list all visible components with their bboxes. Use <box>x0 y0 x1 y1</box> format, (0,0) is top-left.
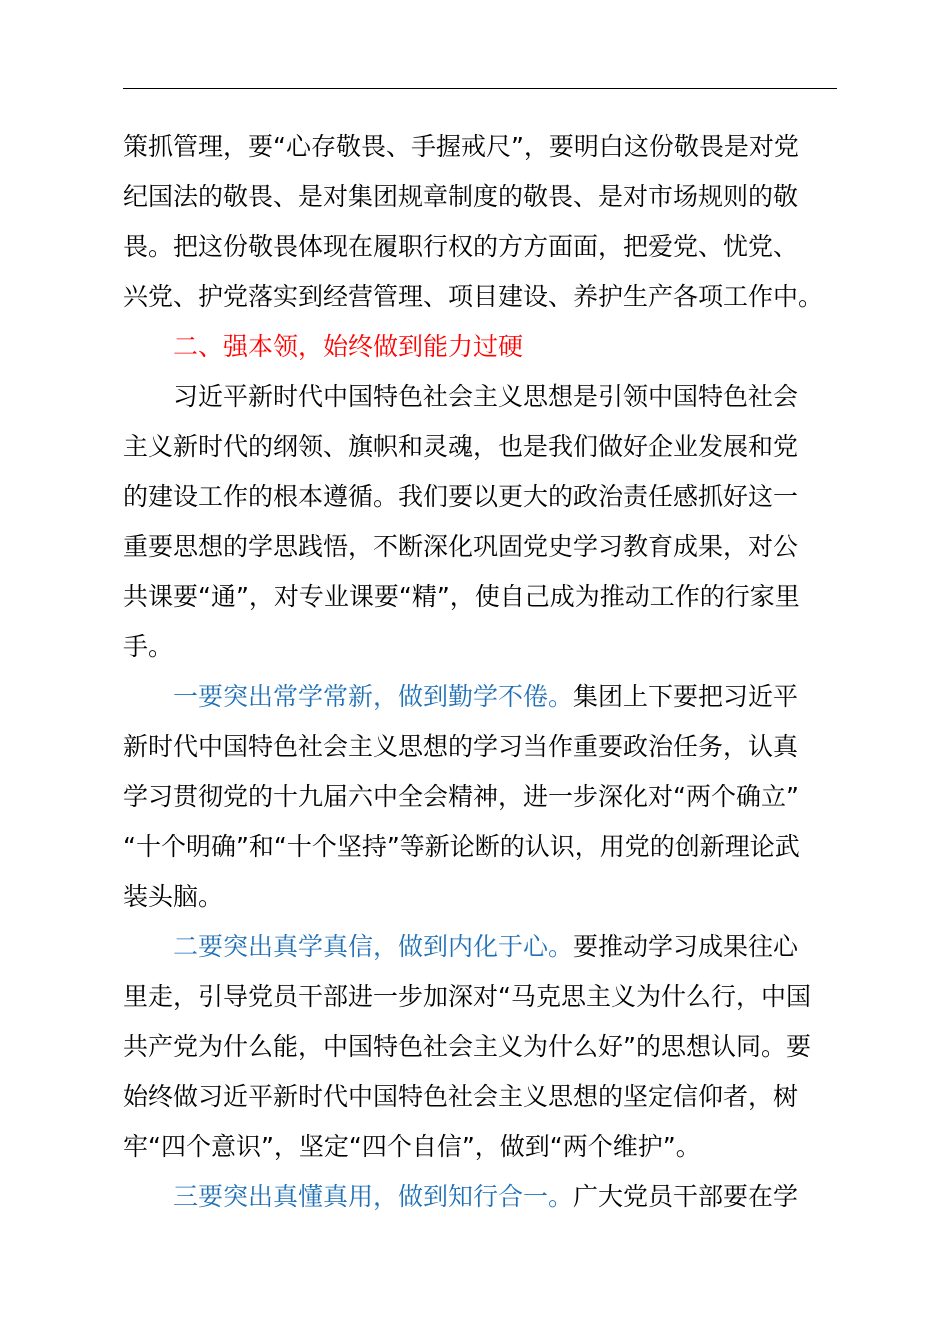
text-line <box>123 777 837 817</box>
subheading-text: 三要突出真懂真用，做到知行合一。 <box>123 1182 574 1211</box>
text-line <box>123 1177 837 1217</box>
text-segment: 共产党为什么能，中国特色社会主义为什么好”的思想认同。要 <box>123 1032 811 1061</box>
text-line <box>123 377 837 417</box>
text-line <box>123 927 837 967</box>
text-line <box>123 527 837 567</box>
text-line <box>123 627 837 667</box>
text-line <box>123 227 837 267</box>
heading-text: 二、强本领，始终做到能力过硬 <box>123 332 524 361</box>
text-line <box>123 127 837 167</box>
text-line <box>123 177 837 217</box>
text-line <box>123 877 837 917</box>
text-segment: “十个明确”和“十个坚持”等新论断的认识，用党的创新理论武 <box>123 832 800 861</box>
text-line <box>123 727 837 767</box>
text-segment: 装头脑。 <box>123 882 224 911</box>
text-segment: 习近平新时代中国特色社会主义思想是引领中国特色社会 <box>123 382 799 411</box>
text-segment: 新时代中国特色社会主义思想的学习当作重要政治任务，认真 <box>123 732 799 761</box>
text-line <box>123 577 837 617</box>
text-segment: 广大党员干部要在学 <box>573 1182 799 1211</box>
section-heading <box>123 327 837 367</box>
text-line <box>123 1077 837 1117</box>
text-segment: 主义新时代的纲领、旗帜和灵魂，也是我们做好企业发展和党 <box>123 432 799 461</box>
text-segment: 集团上下要把习近平 <box>573 682 799 711</box>
text-segment: 的建设工作的根本遵循。我们要以更大的政治责任感抓好这一 <box>123 482 799 511</box>
text-line <box>123 277 837 317</box>
text-segment: 共课要“通”，对专业课要“精”，使自己成为推动工作的行家里 <box>123 582 800 611</box>
text-line <box>123 1027 837 1067</box>
text-line <box>123 827 837 867</box>
subheading-text: 一要突出常学常新，做到勤学不倦。 <box>123 682 574 711</box>
text-segment: 策抓管理，要“心存敬畏、手握戒尺”，要明白这份敬畏是对党 <box>123 132 799 161</box>
text-segment: 纪国法的敬畏、是对集团规章制度的敬畏、是对市场规则的敬 <box>123 182 799 211</box>
text-line <box>123 677 837 717</box>
header-rule <box>123 88 837 89</box>
text-line <box>123 477 837 517</box>
text-segment: 里走，引导党员干部进一步加深对“马克思主义为什么行，中国 <box>123 982 811 1011</box>
text-line <box>123 427 837 467</box>
text-segment: 牢“四个意识”，坚定“四个自信”，做到“两个维护”。 <box>123 1132 701 1161</box>
text-segment: 重要思想的学思践悟，不断深化巩固党史学习教育成果，对公 <box>123 532 799 561</box>
text-segment: 畏。把这份敬畏体现在履职行权的方方面面，把爱党、忧党、 <box>123 232 799 261</box>
text-segment: 始终做习近平新时代中国特色社会主义思想的坚定信仰者，树 <box>123 1082 799 1111</box>
text-segment: 手。 <box>123 632 174 661</box>
subheading-text: 二要突出真学真信，做到内化于心。 <box>123 932 574 961</box>
text-segment: 要推动学习成果往心 <box>573 932 799 961</box>
text-line <box>123 1127 837 1167</box>
text-segment: 学习贯彻党的十九届六中全会精神，进一步深化对“两个确立” <box>123 782 799 811</box>
text-segment: 兴党、护党落实到经营管理、项目建设、养护生产各项工作中。 <box>123 282 824 311</box>
text-line <box>123 977 837 1017</box>
